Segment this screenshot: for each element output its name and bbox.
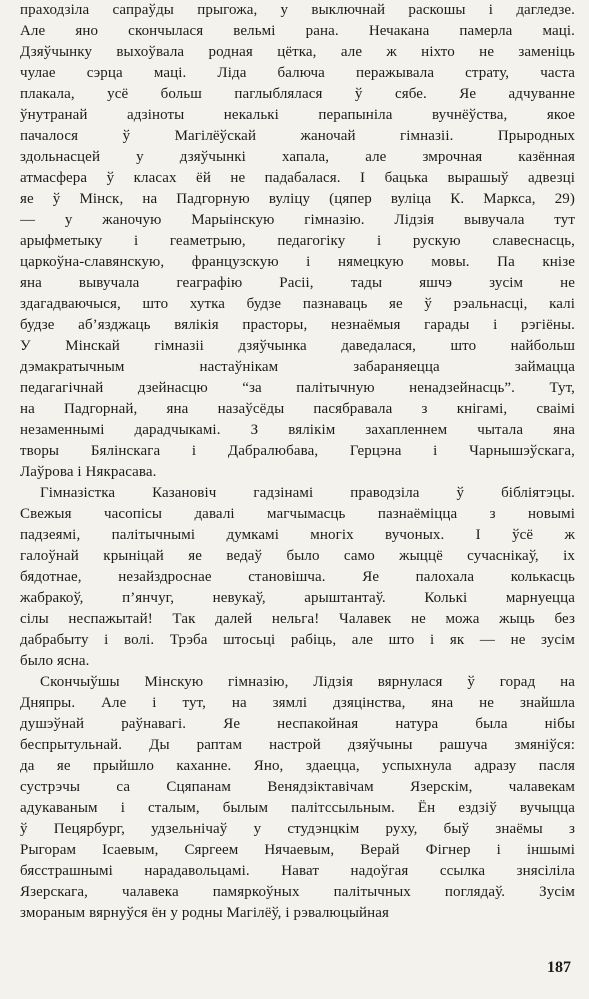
text-line: падзеямі, палітычнымі думкамі многіх вучоных. І ўсё ж <box>20 527 575 543</box>
text-line: — у жаночую Марыінскую гімназію. Лідзія вывучала тут <box>20 212 575 228</box>
text-line: галоўнай крыніцай яе ведаў было само жыццё сучаснікаў, іх <box>20 548 575 564</box>
text-line: Свежыя часопісы давалі магчымасць пазнаёміцца з новымі <box>20 506 575 522</box>
text-line: Лаўрова і Някрасава. <box>20 464 157 480</box>
text-line: Скончыўшы Мінскую гімназію, Лідзія вярнулася ў горад на <box>40 674 575 690</box>
text-line: жабракоў, п’янчуг, невукаў, арыштантаў. Колькі марнуецца <box>20 590 575 606</box>
text-line: Рыгорам Ісаевым, Сяргеем Нячаевым, Верай Фігнер і іншымі <box>20 842 575 858</box>
text-line: творы Бялінскага і Дабралюбава, Герцэна і Чарнышэўскага, <box>20 443 575 459</box>
text-line: яна вывучала геаграфію Расіі, тады яшчэ зусім не <box>20 275 575 291</box>
text-line: незаменнымі дарадчыкамі. З вялікім захапленнем чытала яна <box>20 422 575 438</box>
text-line: ў Пецярбург, удзельнічаў у студэнцкім руху, быў знаёмы з <box>20 821 575 837</box>
text-line: Язерскага, чалавека памяркоўных палітычных поглядаў. Зусім <box>20 884 575 900</box>
text-line: педагагічнай дзейнасцю “за палітычную ненадзейнасць”. Тут, <box>20 380 575 396</box>
text-line: плакала, усё больш паглыблялася ў сябе. Яе адчуванне <box>20 86 575 102</box>
page-number: 187 <box>547 959 571 976</box>
text-line: было ясна. <box>20 653 90 669</box>
text-line: ўнутранай адзіноты некалькі перапыніла вучнёўства, якое <box>20 107 575 123</box>
text-line: бядотнае, незайздроснае становішча. Яе палохала колькасць <box>20 569 575 585</box>
text-line: беспрытульнай. Ды раптам настрой дзяўчыны рашуча змяніўся: <box>20 737 575 753</box>
text-line: праходзіла сапраўды прыгожа, у выключнай раскошы і дагледзе. <box>20 2 575 18</box>
text-line: Але яно скончылася вельмі рана. Нечакана памерла маці. <box>20 23 575 39</box>
text-line: дабрабыту і волі. Трэба штосьці рабіць, але што і як — не зусім <box>20 632 575 648</box>
text-line: змораным вярнуўся ён у родны Магілёў, і рэвалюцыйная <box>20 905 390 921</box>
text-line: сілы неспажытай! Так далей нельга! Чалавек не можа жыць без <box>20 611 575 627</box>
text-line: У Мінскай гімназіі дзяўчынка даведалася, што найбольш <box>20 338 575 354</box>
text-line: душэўнай раўнавагі. Яе неспакойная натура была нібы <box>20 716 575 732</box>
text-line: здольнасцей у дзяўчынкі хапала, але змрочная казённая <box>20 149 575 165</box>
text-line: атмасфера ў класах ёй не падабалася. І бацька вырашыў адвезці <box>20 170 575 186</box>
text-line: дэмакратычным настаўнікам забараняецца займацца <box>20 359 575 375</box>
text-line: будзе аб’язджаць вялікія прасторы, незнаёмыя гарады і рэгіёны. <box>20 317 575 333</box>
text-line: бясстрашнымі нарадавольцамі. Нават надоўгая ссылка знясіліла <box>20 863 575 879</box>
body-text <box>20 0 575 924</box>
text-line: яе ў Мінск, на Падгорную вуліцу (цяпер вуліца К. Маркса, 29) <box>20 191 575 207</box>
text-line: сустрэчы са Сцяпанам Венядзіктавічам Язерскім, чалавекам <box>20 779 575 795</box>
text-line: Дняпры. Але і тут, на зямлі дзяцінства, яна не знайшла <box>20 695 575 711</box>
text-line: царкоўна-славянскую, французскую і нямецкую мовы. Па кнізе <box>20 254 575 270</box>
text-line: арыфметыку і геаметрыю, педагогіку і рускую славеснасць, <box>20 233 575 249</box>
text-line: чулае сэрца маці. Ліда балюча перажывала страту, часта <box>20 65 575 81</box>
text-line: на Падгорнай, яна назаўсёды пасябравала з кнігамі, сваімі <box>20 401 575 417</box>
text-line: адукаваным і сталым, былым палітссыльным. Ён ездзіў вучыцца <box>20 800 575 816</box>
text-line: здагадваючыся, што хутка будзе пазнаваць яе ў рэальнасці, калі <box>20 296 575 312</box>
text-line: Гімназістка Казановіч гадзінамі праводзіла ў бібліятэцы. <box>40 485 575 501</box>
text-line: пачалося ў Магілёўскай жаночай гімназіі. Прыродных <box>20 128 575 144</box>
text-line: да яе прыйшло каханне. Яно, здаецца, успыхнула адразу пасля <box>20 758 575 774</box>
text-line: Дзяўчынку выхоўвала родная цётка, але ж ніхто не заменіць <box>20 44 575 60</box>
